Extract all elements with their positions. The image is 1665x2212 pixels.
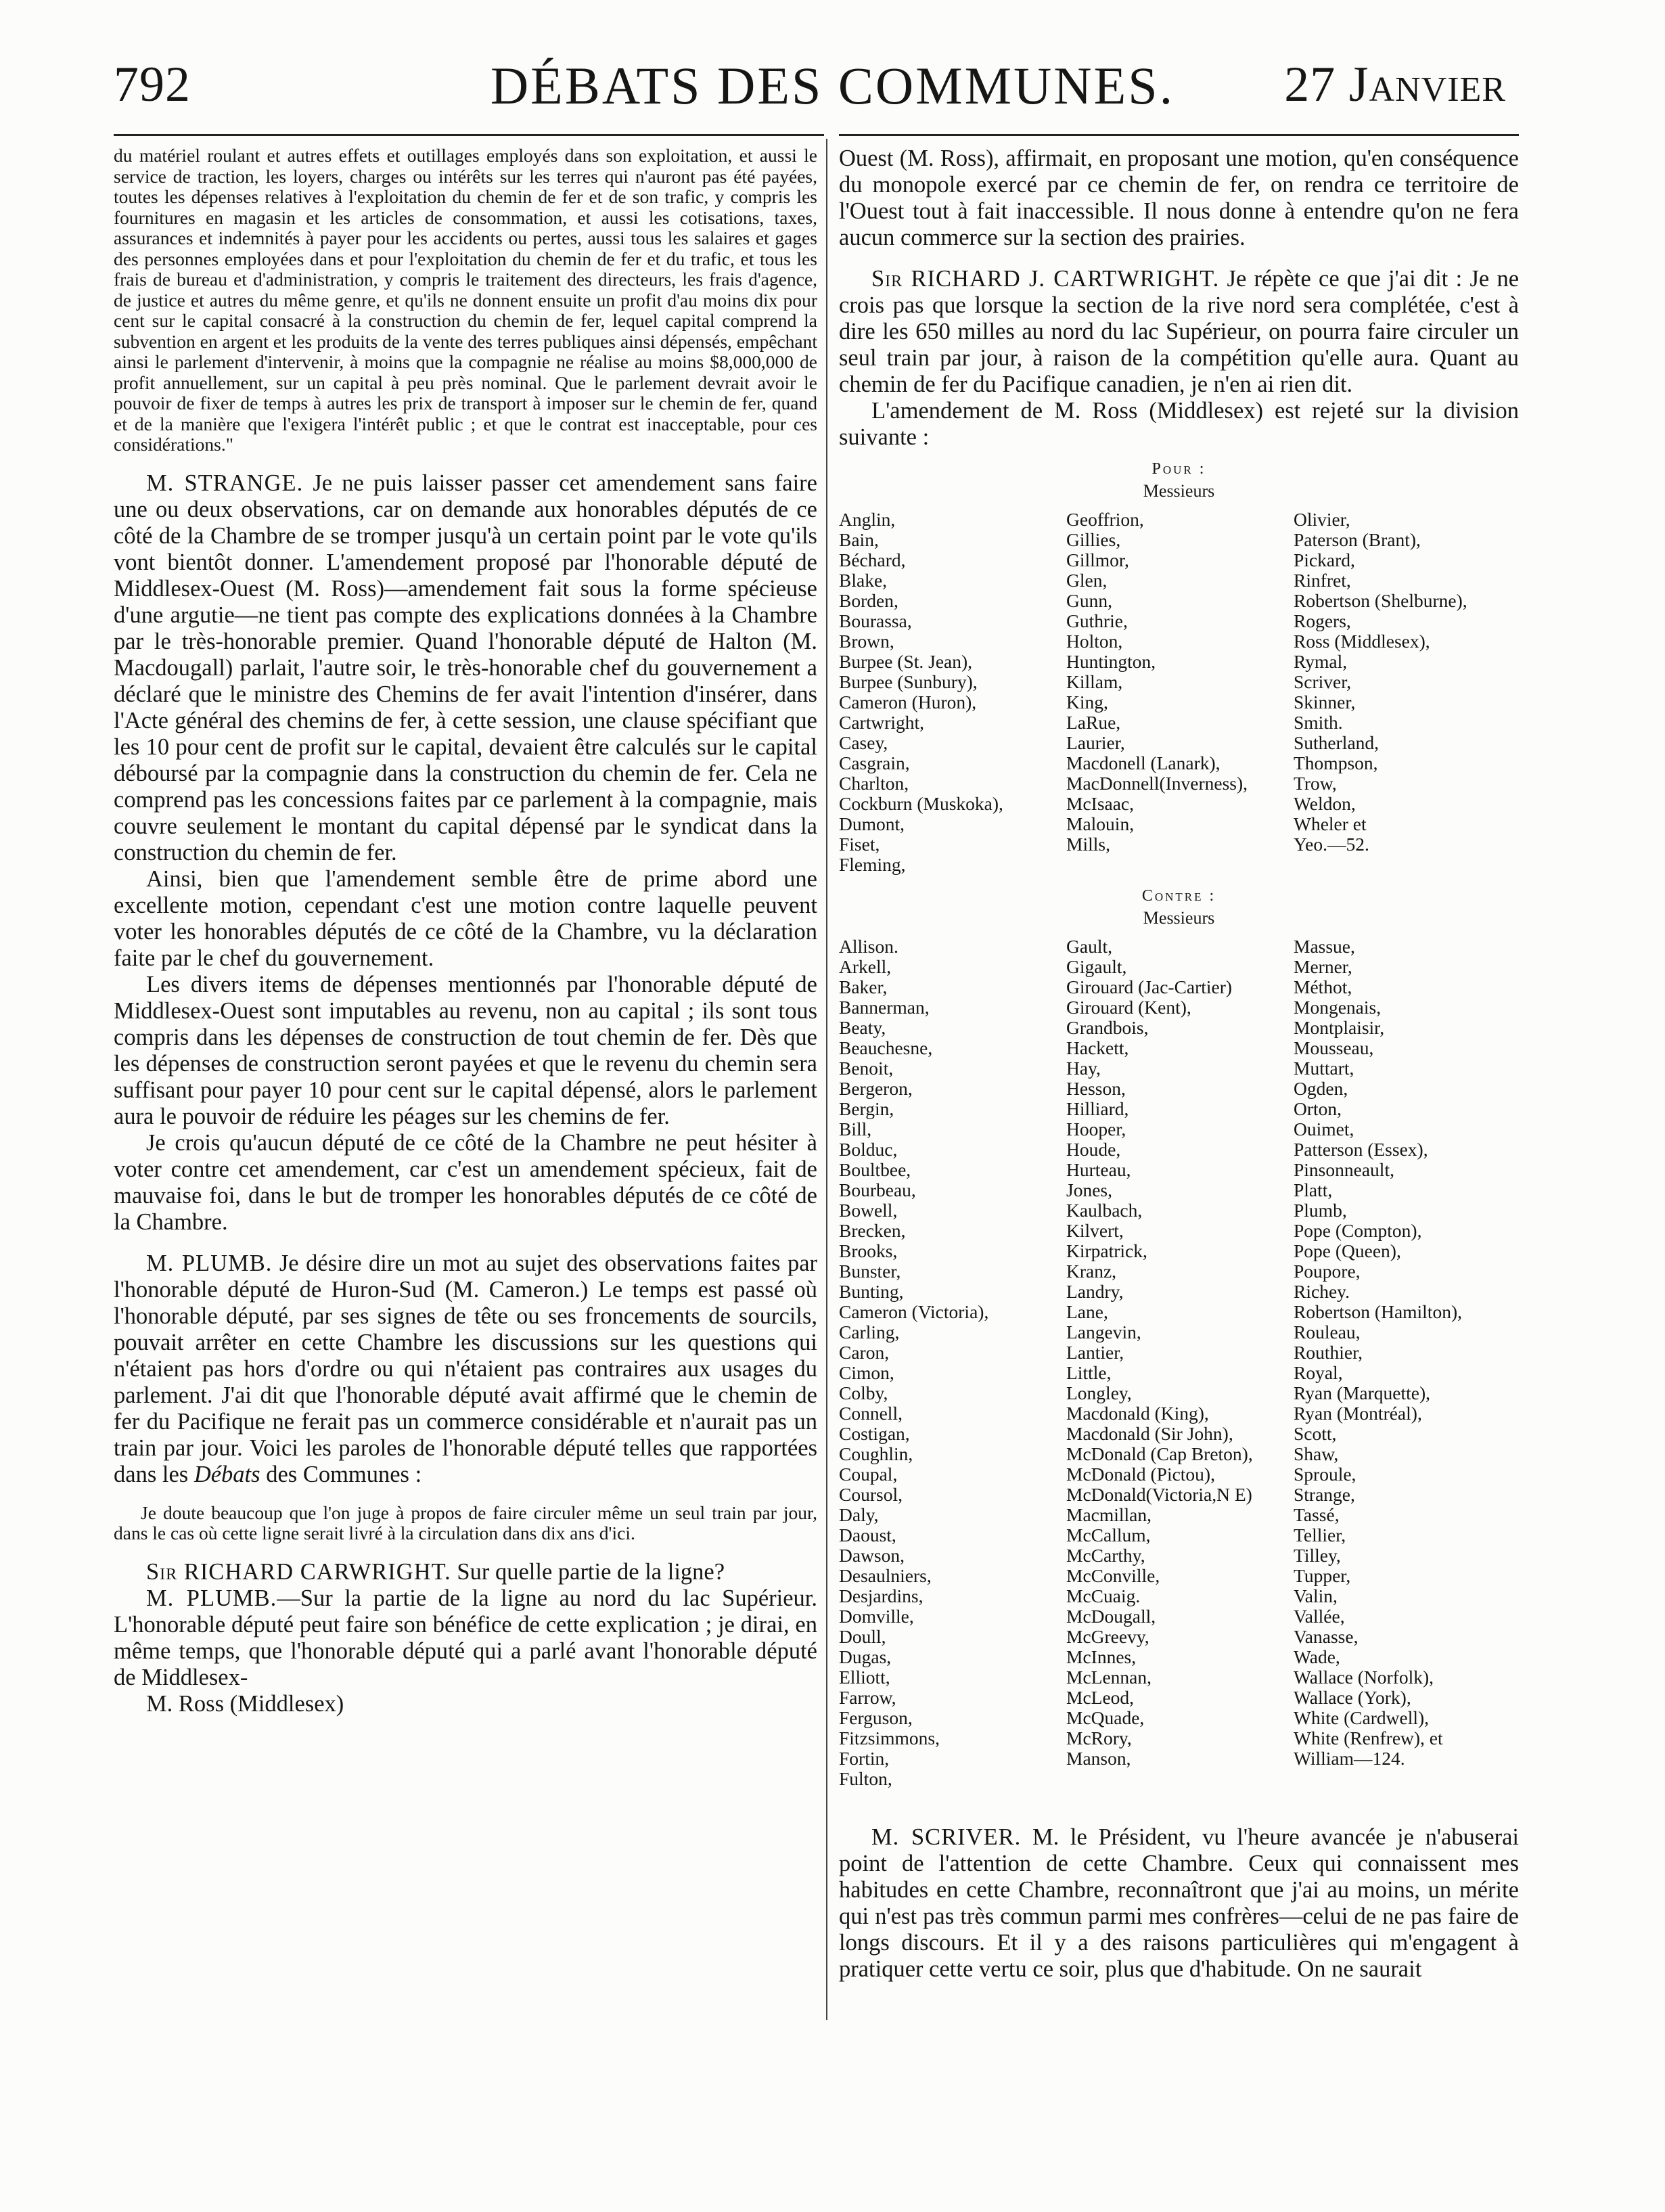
vote-name: Poupore,	[1294, 1261, 1361, 1282]
vote-name: Sutherland,	[1294, 733, 1379, 753]
vote-name: Bergin,	[839, 1099, 894, 1119]
vote-name: Hay,	[1066, 1058, 1101, 1079]
vote-contre-list	[839, 936, 1519, 1789]
vote-name: Wallace (Norfolk),	[1294, 1667, 1434, 1688]
vote-name: Bunster,	[839, 1261, 901, 1282]
vote-name: Kranz,	[1066, 1261, 1117, 1282]
vote-name: King,	[1066, 692, 1108, 713]
vote-name: Coupal,	[839, 1464, 898, 1485]
vote-name: Rinfret,	[1294, 570, 1351, 591]
vote-name: Langevin,	[1066, 1322, 1141, 1342]
vote-name: White (Cardwell),	[1294, 1708, 1430, 1728]
page-title: DÉBATS DES COMMUNES.	[490, 56, 1175, 115]
vote-name: Brown,	[839, 631, 894, 652]
vote-name: Coursol,	[839, 1485, 903, 1505]
vote-name: Paterson (Brant),	[1294, 530, 1421, 550]
vote-name: McDonald (Cap Breton),	[1066, 1444, 1253, 1464]
vote-name: Scott,	[1294, 1424, 1337, 1444]
vote-name: Little,	[1066, 1363, 1112, 1383]
vote-name: Beauchesne,	[839, 1038, 933, 1058]
vote-name: Tassé,	[1294, 1505, 1340, 1525]
vote-name: Richey.	[1294, 1282, 1350, 1302]
scriver-text: M. le Président, vu l'heure avancée je n'abuserai point de l'attention de cette Chambre. Ceux qui connaissent mes habitudes en cette Chambre, reconnaîtront que j'ai au moins, un mérite qui n'est pas très commun parmi mes confrères—celui de ne pas faire de longs discours. Et il y a des raisons particulières qui m'engagent à pratiquer cette vertu ce soir, plus que d'habitude. On ne saurait	[839, 1824, 1519, 1982]
vote-name: Bergeron,	[839, 1079, 913, 1099]
vote-name: Tilley,	[1294, 1545, 1341, 1566]
vote-name: Kirpatrick,	[1066, 1241, 1147, 1261]
vote-name: Trow,	[1294, 773, 1337, 794]
vote-name: Elliott,	[839, 1667, 890, 1688]
vote-name: Patterson (Essex),	[1294, 1139, 1428, 1160]
vote-name: Grandbois,	[1066, 1018, 1149, 1038]
vote-name: Bunting,	[839, 1282, 904, 1302]
vote-name: Ryan (Montréal),	[1294, 1403, 1422, 1424]
vote-name: Doull,	[839, 1627, 886, 1647]
speaker-plumb: M. PLUMB.	[146, 1250, 273, 1276]
right-column	[839, 145, 1519, 1983]
vote-name: Gunn,	[1066, 591, 1112, 611]
vote-name: Cartwright,	[839, 713, 925, 733]
speaker-strange: M. STRANGE.	[146, 470, 304, 496]
margin-note-ross: M. Ross (Middlesex)	[146, 1690, 344, 1717]
vote-name: Bourbeau,	[839, 1180, 916, 1200]
vote-name: Hurteau,	[1066, 1160, 1131, 1180]
vote-name: Montplaisir,	[1294, 1018, 1385, 1038]
vote-name: Benoit,	[839, 1058, 894, 1079]
vote-name: McConville,	[1066, 1566, 1160, 1586]
vote-contre-subheading: Messieurs	[1143, 908, 1215, 928]
vote-pour-list	[839, 510, 1519, 875]
vote-name: Girouard (Jac-Cartier)	[1066, 977, 1233, 997]
vote-name: Weldon,	[1294, 794, 1356, 814]
column-divider	[826, 139, 827, 2020]
debats-italic: Débats	[193, 1461, 260, 1487]
vote-name: Lane,	[1066, 1302, 1108, 1322]
vote-name: Domville,	[839, 1606, 914, 1627]
vote-name: Valin,	[1294, 1586, 1338, 1606]
vote-name: Desaulniers,	[839, 1566, 932, 1586]
plumb-text-1-end: des Communes :	[266, 1461, 422, 1487]
vote-name: Casgrain,	[839, 753, 910, 773]
vote-name: Desjardins,	[839, 1586, 923, 1606]
vote-name: Girouard (Kent),	[1066, 997, 1191, 1018]
vote-name: Ferguson,	[839, 1708, 913, 1728]
strange-paragraph-4: Je crois qu'aucun député de ce côté de la Chambre ne peut hésiter à voter contre cet amendement, car c'est un amendement spécieux, fait de mauvaise foi, dans le but de tromper les honorables députés de ce côté de la Chambre.	[114, 1129, 817, 1235]
vote-name: Shaw,	[1294, 1444, 1339, 1464]
vote-name: Plumb,	[1294, 1200, 1347, 1221]
cartwright-question	[114, 1559, 817, 1585]
vote-name: Borden,	[839, 591, 898, 611]
vote-name: Cameron (Victoria),	[839, 1302, 989, 1322]
amendment-result: L'amendement de M. Ross (Middlesex) est rejeté sur la division suivante :	[839, 398, 1519, 450]
vote-name: Rymal,	[1294, 652, 1348, 672]
vote-name: Olivier,	[1294, 510, 1350, 530]
vote-name: Bain,	[839, 530, 879, 550]
vote-name: Fiset,	[839, 834, 880, 855]
vote-name: Daoust,	[839, 1525, 896, 1545]
vote-name: Wallace (York),	[1294, 1688, 1411, 1708]
vote-name: LaRue,	[1066, 713, 1121, 733]
speaker-cartwright-2: Sir RICHARD J. CARTWRIGHT.	[871, 266, 1220, 292]
vote-name: Wheler et	[1294, 814, 1367, 834]
vote-name: Boultbee,	[839, 1160, 911, 1180]
vote-name: Caron,	[839, 1342, 890, 1363]
vote-name: Costigan,	[839, 1424, 910, 1444]
vote-name: Strange,	[1294, 1485, 1355, 1505]
vote-pour-subheading: Messieurs	[1143, 481, 1215, 501]
strange-paragraph-2: Ainsi, bien que l'amendement semble être de prime abord une excellente motion, cependant c'est une motion contre laquelle peuvent voter les honorables députés de ce côté de la Chambre, vu la déclaration faite par le chef du gouvernement.	[114, 865, 817, 971]
vote-name: Pinsonneault,	[1294, 1160, 1394, 1180]
vote-name: Mousseau,	[1294, 1038, 1374, 1058]
vote-name: Platt,	[1294, 1180, 1333, 1200]
scriver-paragraph	[839, 1824, 1519, 1983]
strange-text-1: Je ne puis laisser passer cet amendement sans faire une ou deux observations, car on demande aux honorables députés de ce côté de la Chambre de se tromper jusqu'à un certain point par le vote qu'ils vont bientôt donner. L'amendement proposé par l'honorable député de Middlesex-Ouest (M. Ross)—amendement fait sous la forme spécieuse d'une argutie—ne tient pas compte des explications données à la Chambre par le très-honorable premier. Quand l'honorable député de Halton (M. Macdougall) parlait, l'autre soir, le très-honorable chef du gouvernement a déclaré que le ministre des Chemins de fer avait l'intention d'insérer, dans l'Acte général des chemins de fer, à cette session, une clause spécifiant que les 10 pour cent de profit sur le capital, devaient être calculés sur le capital déboursé par la compagnie dans la construction du chemin de fer. Cela ne comprend pas les concessions faites par ce parlement à la compagnie, mais couvre seulement le montant du capital dépensé par le syndicat dans la construction du chemin de fer.	[114, 470, 817, 865]
vote-name: Dumont,	[839, 814, 905, 834]
vote-name: Dugas,	[839, 1647, 892, 1667]
vote-name: Scriver,	[1294, 672, 1352, 692]
plumb-paragraph-2	[114, 1585, 817, 1691]
vote-name: Baker,	[839, 977, 888, 997]
vote-name: Robertson (Hamilton),	[1294, 1302, 1462, 1322]
vote-name: Hackett,	[1066, 1038, 1129, 1058]
vote-name: Cimon,	[839, 1363, 894, 1383]
vote-name: William—124.	[1294, 1748, 1405, 1769]
vote-name: Orton,	[1294, 1099, 1342, 1119]
vote-name	[1294, 1769, 1519, 1789]
vote-name: Killam,	[1066, 672, 1123, 692]
vote-name: MacDonnell(Inverness),	[1066, 773, 1248, 794]
speaker-plumb-2: M. PLUMB.	[146, 1585, 277, 1611]
vote-name: Farrow,	[839, 1688, 896, 1708]
vote-contre-heading: Contre :	[1141, 887, 1216, 905]
cartwright-reply	[839, 266, 1519, 398]
vote-name: Longley,	[1066, 1383, 1132, 1403]
vote-name: Carling,	[839, 1322, 900, 1342]
vote-name: McCarthy,	[1066, 1545, 1145, 1566]
vote-name	[1066, 855, 1294, 875]
vote-name: Houde,	[1066, 1139, 1121, 1160]
vote-name: Pope (Compton),	[1294, 1221, 1422, 1241]
vote-name: Coughlin,	[839, 1444, 913, 1464]
vote-name: McCallum,	[1066, 1525, 1151, 1545]
plumb-paragraph-1	[114, 1250, 817, 1488]
vote-name: Casey,	[839, 733, 888, 753]
vote-name: Daly,	[839, 1505, 879, 1525]
vote-name: McLennan,	[1066, 1667, 1151, 1688]
vote-name: Brooks,	[839, 1241, 898, 1261]
page-date: 27 Janvier	[1284, 57, 1506, 112]
vote-name: Huntington,	[1066, 652, 1156, 672]
vote-name: Merner,	[1294, 957, 1352, 977]
vote-name: White (Renfrew), et	[1294, 1728, 1443, 1748]
vote-name: Royal,	[1294, 1363, 1343, 1383]
vote-name: Gigault,	[1066, 957, 1127, 977]
vote-name: Malouin,	[1066, 814, 1135, 834]
vote-name: Rouleau,	[1294, 1322, 1361, 1342]
vote-name: Holton,	[1066, 631, 1123, 652]
vote-name: Lantier,	[1066, 1342, 1124, 1363]
vote-name: Cockburn (Muskoka),	[839, 794, 1003, 814]
plumb-text-2: —Sur la partie de la ligne au nord du lac Supérieur. L'honorable député peut faire son bénéfice de cette explication ; je dirai, en même temps, que l'honorable député qui a parlé avant l'honorable député de Middlesex-	[114, 1585, 817, 1690]
vote-name: Macmillan,	[1066, 1505, 1152, 1525]
vote-name: Manson,	[1066, 1748, 1131, 1769]
vote-name: Fulton,	[839, 1769, 892, 1789]
vote-name: Hesson,	[1066, 1079, 1126, 1099]
vote-name: Massue,	[1294, 936, 1355, 957]
vote-pour-heading: Pour :	[1151, 460, 1206, 478]
vote-name: Méthot,	[1294, 977, 1352, 997]
speaker-scriver: M. SCRIVER.	[871, 1824, 1022, 1850]
strange-paragraph-3: Les divers items de dépenses mentionnés par l'honorable député de Middlesex-Ouest sont imputables au revenu, non au capital ; ils sont tous compris dans les dépenses de construction de tout chemin de fer. Dès que les dépenses de construction seront payées et que le revenu du chemin sera suffisant pour payer 10 pour cent sur le capital dépensé, alors le parlement aura le pouvoir de réduire les péages sur les chemins de fer.	[114, 971, 817, 1129]
vote-name: Ouimet,	[1294, 1119, 1354, 1139]
vote-name: Anglin,	[839, 510, 896, 530]
vote-name: Sproule,	[1294, 1464, 1356, 1485]
vote-name: McDonald(Victoria,N E)	[1066, 1485, 1252, 1505]
vote-name: McGreevy,	[1066, 1627, 1149, 1647]
vote-name: Gillies,	[1066, 530, 1121, 550]
vote-name: Bourassa,	[839, 611, 912, 631]
vote-name	[1294, 855, 1519, 875]
left-column	[114, 145, 817, 1717]
vote-name: Colby,	[839, 1383, 888, 1403]
vote-name: McDougall,	[1066, 1606, 1156, 1627]
header-rule-left	[114, 134, 824, 136]
vote-name: Fortin,	[839, 1748, 890, 1769]
vote-name: Skinner,	[1294, 692, 1356, 713]
vote-name: McLeod,	[1066, 1688, 1135, 1708]
vote-name: Kaulbach,	[1066, 1200, 1143, 1221]
vote-name: Routhier,	[1294, 1342, 1363, 1363]
vote-name: Landry,	[1066, 1282, 1124, 1302]
vote-name: Laurier,	[1066, 733, 1125, 753]
vote-name: Bolduc,	[839, 1139, 898, 1160]
vote-name: Vallée,	[1294, 1606, 1345, 1627]
vote-name: Ogden,	[1294, 1079, 1348, 1099]
vote-name: Bowell,	[839, 1200, 898, 1221]
vote-name	[1066, 1769, 1294, 1789]
quoted-amendment-continuation: du matériel roulant et autres effets et outillages employés dans son exploitation, et aussi le service de traction, les loyers, charges ou intérêts sur les terres qui n'auront pas été payées, toutes les dépenses relatives à l'exploitation du chemin de fer et de son trafic, y compris les fournitures en magasin et les articles de consommation, et aussi les cotisations, taxes, assurances et indemnités à payer pour les accidents ou pertes, aussi tous les salaires et gages des personnes employées dans et pour l'exploitation du chemin de fer et du trafic, et tous les frais de bureau et d'administration, y compris le traitement des directeurs, les frais d'agence, de justice et autres du même genre, et qu'ils ne donnent ensuite un profit d'au moins dix pour cent sur le capital consacré à la construction du chemin de fer, lequel capital comprend la subvention en argent et les produits de la vente des terres publiques ainsi dépensés, empêchant ainsi le parlement d'intervenir, à moins que la compagnie ne réalise au moins $8,000,000 de profit annuellement, sur un capital à peu près nominal. Que le parlement devrait avoir le pouvoir de fixer de temps à autres les prix de transport à imposer sur le chemin de fer, quand et de la manière que l'exigera l'intérêt public ; et que le contrat est inacceptable, pour ces considérations."	[114, 145, 817, 455]
vote-name: McCuaig.	[1066, 1586, 1141, 1606]
vote-name: Arkell,	[839, 957, 892, 977]
vote-name: Dawson,	[839, 1545, 905, 1566]
vote-name: McQuade,	[1066, 1708, 1145, 1728]
vote-name: Burpee (St. Jean),	[839, 652, 973, 672]
vote-name: Tupper,	[1294, 1566, 1351, 1586]
vote-name: Pickard,	[1294, 550, 1355, 570]
vote-name: Wade,	[1294, 1647, 1340, 1667]
vote-name: Blake,	[839, 570, 888, 591]
cartwright-reply-text: Je répète ce que j'ai dit : Je ne crois pas que lorsque la section de la rive nord sera complétée, c'est à dire les 650 milles au nord du lac Supérieur, on pourra faire circuler un seul train par jour, à raison de la compétition qu'elle aura. Quant au chemin de fer du Pacifique canadien, je n'en ai rien dit.	[839, 266, 1520, 397]
vote-name: Vanasse,	[1294, 1627, 1359, 1647]
vote-name: Gault,	[1066, 936, 1112, 957]
vote-name: Jones,	[1066, 1180, 1112, 1200]
vote-name: Allison.	[839, 936, 898, 957]
vote-name: Geoffrion,	[1066, 510, 1144, 530]
vote-name: Connell,	[839, 1403, 903, 1424]
cartwright-question-text: Sur quelle partie de la ligne?	[457, 1558, 725, 1585]
strange-paragraph-1	[114, 470, 817, 866]
vote-name: Béchard,	[839, 550, 906, 570]
plumb-continuation: Ouest (M. Ross), affirmait, en proposant une motion, qu'en conséquence du monopole exercé par ce chemin de fer, on rendra ce territoire de l'Ouest tout à fait inaccessible. Il nous donne à entendre qu'on ne fera aucun commerce sur la section des prairies.	[839, 145, 1519, 250]
vote-name: Kilvert,	[1066, 1221, 1124, 1241]
vote-name: Fitzsimmons,	[839, 1728, 940, 1748]
vote-name: Hooper,	[1066, 1119, 1126, 1139]
vote-name: Rogers,	[1294, 611, 1351, 631]
vote-name: Burpee (Sunbury),	[839, 672, 978, 692]
vote-name: Macdonald (Sir John),	[1066, 1424, 1233, 1444]
vote-name: Charlton,	[839, 773, 909, 794]
vote-name: Macdonald (King),	[1066, 1403, 1209, 1424]
vote-name: Beaty,	[839, 1018, 886, 1038]
vote-name: Thompson,	[1294, 753, 1378, 773]
vote-name: Bill,	[839, 1119, 872, 1139]
vote-name: Pope (Queen),	[1294, 1241, 1401, 1261]
vote-name: Gillmor,	[1066, 550, 1129, 570]
vote-name: McDonald (Pictou),	[1066, 1464, 1215, 1485]
vote-name: Macdonell (Lanark),	[1066, 753, 1221, 773]
vote-name: Ross (Middlesex),	[1294, 631, 1430, 652]
vote-name: McInnes,	[1066, 1647, 1137, 1667]
vote-name: Fleming,	[839, 855, 906, 875]
vote-name: Bannerman,	[839, 997, 930, 1018]
vote-name: McRory,	[1066, 1728, 1132, 1748]
speaker-cartwright: Sir RICHARD CARWRIGHT.	[146, 1558, 451, 1585]
vote-name: Cameron (Huron),	[839, 692, 977, 713]
quoted-cartwright-remark: Je doute beaucoup que l'on juge à propos de faire circuler même un seul train par jour, dans le cas où cette ligne serait livré à la circulation dans dix ans d'ici.	[114, 1502, 817, 1543]
vote-name: Guthrie,	[1066, 611, 1128, 631]
vote-name: Yeo.—52.	[1294, 834, 1369, 855]
vote-name: Tellier,	[1294, 1525, 1346, 1545]
vote-name: Mills,	[1066, 834, 1110, 855]
vote-name: Smith.	[1294, 713, 1343, 733]
vote-name: Ryan (Marquette),	[1294, 1383, 1431, 1403]
vote-name: Brecken,	[839, 1221, 906, 1241]
vote-name: Muttart,	[1294, 1058, 1354, 1079]
vote-name: Mongenais,	[1294, 997, 1382, 1018]
vote-name: McIsaac,	[1066, 794, 1135, 814]
plumb-text-1: Je désire dire un mot au sujet des observations faites par l'honorable député de Huron-Sud (M. Cameron.) Le temps est passé où l'honorable député, par ses signes de tête ou ses froncements de sourcils, pouvait arrêter en cette Chambre les discussions sur les questions qui n'étaient pas hors d'ordre ou qui n'étaient pas contraires aux usages du parlement. J'ai dit que l'honorable député avait affirmé que le chemin de fer du Pacifique ne ferait pas un commerce considérable et n'aurait pas un train par jour. Voici les paroles de l'honorable député telles que rapportées dans les	[114, 1250, 818, 1487]
vote-name: Hilliard,	[1066, 1099, 1129, 1119]
vote-name: Glen,	[1066, 570, 1108, 591]
page-number: 792	[114, 57, 191, 112]
header-rule-right	[839, 134, 1519, 136]
vote-name: Robertson (Shelburne),	[1294, 591, 1467, 611]
